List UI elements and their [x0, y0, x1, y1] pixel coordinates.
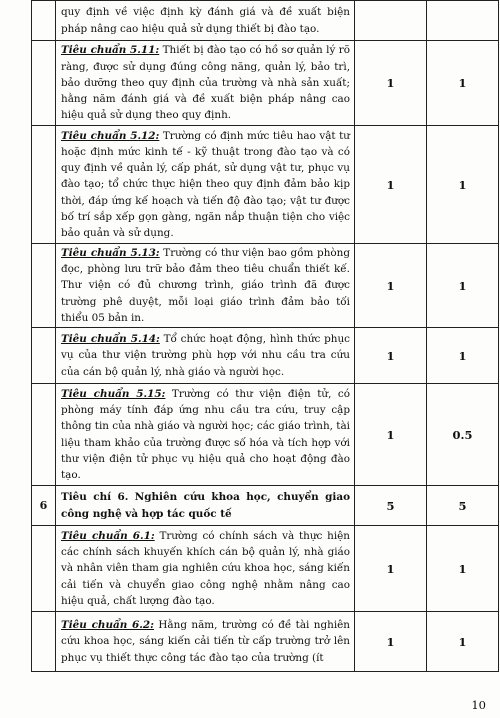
- table-row: [32, 328, 499, 384]
- table-row: [32, 244, 499, 328]
- verified-score: 1: [427, 328, 499, 384]
- criterion-title: Tiêu chuẩn 6.2:: [61, 619, 154, 632]
- criterion-title: Tiêu chuẩn 5.12:: [61, 129, 160, 142]
- criterion-text: Tổ chức hoạt động, hình thức phục vụ của thư viện trường phù hợp với nhu cầu tra cứu của cán bộ quản lý, nhà giáo và người học.: [61, 333, 350, 378]
- criterion-title: Tiêu chuẩn 5.14:: [61, 333, 160, 346]
- row-description: [56, 244, 355, 328]
- self-score: [355, 1, 427, 41]
- table-row: [32, 486, 499, 526]
- row-description: [56, 526, 355, 612]
- verified-score: 1: [427, 526, 499, 612]
- page-number: 10: [471, 698, 486, 712]
- verified-score: 1: [427, 612, 499, 672]
- verified-score: 1: [427, 126, 499, 244]
- criterion-text: Trường có chính sách và thực hiện các chính sách khuyến khích cán bộ quản lý, nhà giáo và nhân viên tham gia nghiên cứu khoa học, sáng kiến cải tiến và chuyển giao công nghệ nhằm nâng cao hiệu quả, chất lượng đào tạo.: [61, 530, 350, 607]
- self-score: 1: [355, 526, 427, 612]
- row-number: [32, 526, 56, 612]
- row-number: [32, 1, 56, 41]
- table-row: [32, 612, 499, 672]
- table-row: [32, 1, 499, 41]
- row-description: [56, 1, 355, 41]
- row-number: 6: [32, 486, 56, 526]
- self-score: 1: [355, 612, 427, 672]
- row-description: [56, 328, 355, 384]
- verified-score: 0.5: [427, 384, 499, 486]
- row-number: [32, 126, 56, 244]
- criterion-title: Tiêu chuẩn 5.11:: [61, 44, 160, 57]
- self-score: 1: [355, 244, 427, 328]
- verified-score: [427, 1, 499, 41]
- row-number: [32, 328, 56, 384]
- criterion-text: Hằng năm, trường có đề tài nghiên cứu khoa học, sáng kiến cải tiến từ cấp trường trở lên phục vụ thiết thực công tác đào tạo của trường (ít: [61, 619, 350, 664]
- criterion-title: Tiêu chuẩn 6.1:: [61, 530, 155, 542]
- row-description: [56, 41, 355, 126]
- criterion-title: Tiêu chuẩn 5.15:: [61, 387, 166, 400]
- self-score: 1: [355, 328, 427, 384]
- row-number: [32, 244, 56, 328]
- self-score: 5: [355, 486, 427, 526]
- self-score: 1: [355, 384, 427, 486]
- row-number: [32, 41, 56, 126]
- table-row: [32, 41, 499, 126]
- self-score: 1: [355, 41, 427, 126]
- table-row: [32, 384, 499, 486]
- verified-score: 1: [427, 41, 499, 126]
- criteria-table-body: [32, 1, 499, 672]
- criterion-title: Tiêu chuẩn 5.13:: [61, 247, 160, 259]
- row-number: [32, 384, 56, 486]
- criteria-table: [31, 0, 499, 672]
- row-description: [56, 126, 355, 244]
- row-description: [56, 384, 355, 486]
- criterion-text: Trường có thư viện điện tử, có phòng máy tính đáp ứng nhu cầu tra cứu, truy cập thông tin của nhà giáo và người học; các giáo trình, tài liệu tham khảo của trường được số hóa và tích hợp với thư viện điện tử phục vụ hiệu quả cho hoạt động đào tạo.: [61, 387, 350, 481]
- criterion-text: quy định về việc định kỳ đánh giá và đề xuất biện pháp nâng cao hiệu quả sử dụng thiết bị đào tạo.: [61, 6, 350, 35]
- row-description: [56, 612, 355, 672]
- table-row: [32, 526, 499, 612]
- row-number: [32, 612, 56, 672]
- table-row: [32, 126, 499, 244]
- verified-score: 1: [427, 244, 499, 328]
- self-score: 1: [355, 126, 427, 244]
- verified-score: 5: [427, 486, 499, 526]
- criterion-text: Thiết bị đào tạo có hồ sơ quản lý rõ ràng, được sử dụng đúng công năng, quản lý, bảo trì, bảo dưỡng theo quy định của trường và nhà sản xuất; hằng năm đánh giá và đề xuất biện pháp nâng cao hiệu quả sử dụng theo quy định.: [61, 44, 350, 122]
- criteria-table-container: [31, 0, 485, 672]
- criterion-heading: Tiêu chí 6. Nghiên cứu khoa học, chuyển giao công nghệ và hợp tác quốc tế: [56, 486, 355, 526]
- criterion-text: Trường có định mức tiêu hao vật tư hoặc định mức kinh tế - kỹ thuật trong đào tạo và có quy định về quản lý, cấp phát, sử dụng vật tư, phục vụ đào tạo; tổ chức thực hiện theo quy định đảm bảo kịp thời, đáp ứng kế hoạch và tiến độ đào tạo; vật tư được bố trí sắp xếp gọn gàng, ngăn nắp thuận tiện cho việc bảo quản và sử dụng.: [61, 129, 350, 239]
- criterion-text: Trường có thư viện bao gồm phòng đọc, phòng lưu trữ bảo đảm theo tiêu chuẩn thiết kế. Thư viện có đủ chương trình, giáo trình đã được trường phê duyệt, mỗi loại giáo trình đảm bảo tối thiểu 05 bản in.: [61, 247, 350, 324]
